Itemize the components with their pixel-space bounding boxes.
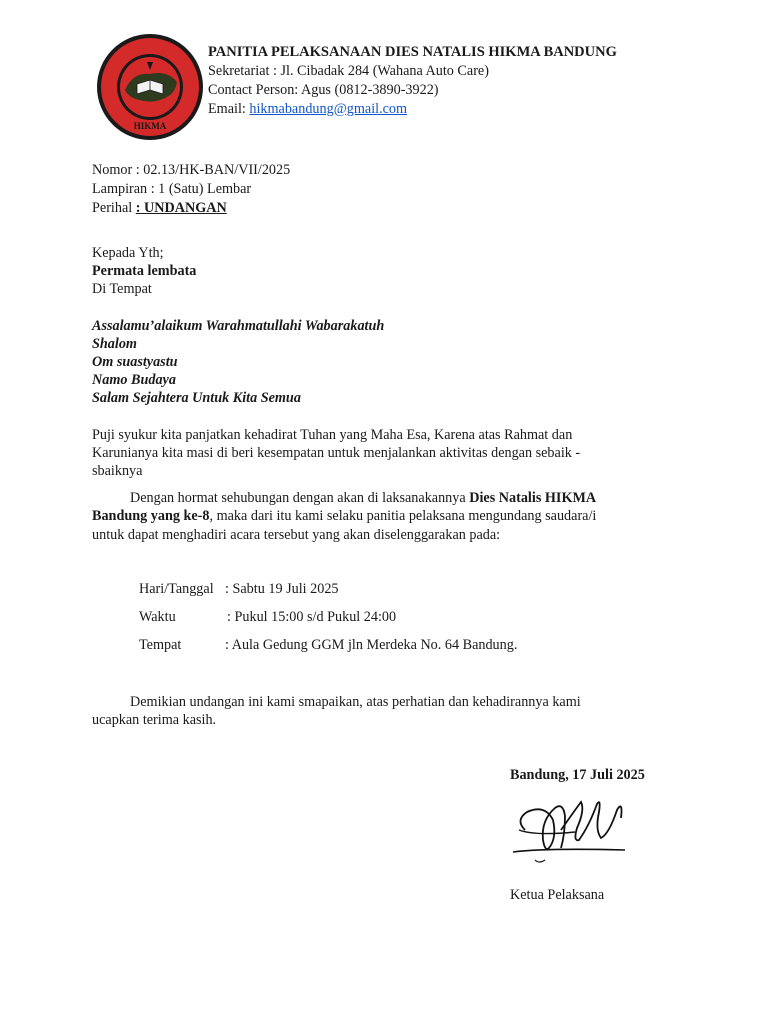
letter-attachment: Lampiran : 1 (Satu) Lembar — [92, 181, 252, 197]
recipient-place: Di Tempat — [92, 281, 152, 297]
event-name: Dies Natalis HIKMA — [469, 490, 597, 506]
greeting-line: Namo Budaya — [92, 372, 176, 388]
email-link[interactable]: hikmabandung@gmail.com — [249, 101, 408, 117]
email-label: Email: — [208, 101, 250, 117]
body-paragraph-line: Karunianya kita masi di beri kesempatan untuk menjalankan aktivitas dengan sebaik - — [92, 445, 581, 461]
event-place-label: Tempat — [139, 637, 182, 653]
greeting-line: Shalom — [92, 336, 137, 352]
letter-subject — [92, 199, 227, 217]
handwritten-signature — [505, 790, 635, 870]
letterhead-title: PANITIA PELAKSANAAN DIES NATALIS HIKMA BANDUNG — [208, 44, 617, 60]
event-place-value: : Aula Gedung GGM jln Merdeka No. 64 Bandung. — [225, 637, 518, 653]
closing-line: Demikian undangan ini kami smapaikan, atas perhatian dan kehadirannya kami — [130, 694, 581, 710]
event-time-value: : Pukul 15:00 s/d Pukul 24:00 — [227, 609, 397, 625]
greeting-line: Salam Sejahtera Untuk Kita Semua — [92, 390, 301, 406]
letterhead-secretariat: Sekretariat : Jl. Cibadak 284 (Wahana Auto Care) — [208, 63, 489, 79]
subject-value: : UNDANGAN — [135, 200, 227, 216]
body-paragraph-line: Puji syukur kita panjatkan kehadirat Tuhan yang Maha Esa, Karena atas Rahmat dan — [92, 427, 573, 443]
body-text: Dengan hormat sehubungan dengan akan di laksanakannya — [130, 490, 470, 506]
signature-place-date: Bandung, 17 Juli 2025 — [510, 767, 645, 783]
letterhead-contact: Contact Person: Agus (0812-3890-3922) — [208, 82, 439, 98]
greeting-line: Assalamu’alaikum Warahmatullahi Wabarakatuh — [92, 318, 385, 334]
event-date-value: : Sabtu 19 Juli 2025 — [225, 581, 339, 597]
recipient-name: Permata lembata — [92, 263, 197, 279]
event-name-continued: Bandung yang ke-8 — [92, 508, 210, 524]
closing-line: ucapkan terima kasih. — [92, 712, 217, 728]
body-text: , maka dari itu kami selaku panitia pelaksana mengundang saudara/i — [209, 508, 597, 524]
body-paragraph-line: untuk dapat menghadiri acara tersebut yang akan diselenggarakan pada: — [92, 527, 501, 543]
body-paragraph-line — [130, 489, 596, 507]
greeting-line: Om suastyastu — [92, 354, 178, 370]
recipient-salutation: Kepada Yth; — [92, 245, 164, 261]
event-date-label: Hari/Tanggal — [139, 581, 214, 597]
letterhead-email-line — [208, 100, 407, 118]
event-time-label: Waktu — [139, 609, 176, 625]
signature-role: Ketua Pelaksana — [510, 887, 605, 903]
letter-number: Nomor : 02.13/HK-BAN/VII/2025 — [92, 162, 291, 178]
organization-logo — [95, 32, 205, 142]
subject-label: Perihal — [92, 200, 136, 216]
logo-text-bottom: HIKMA — [133, 121, 167, 131]
body-paragraph-line — [92, 507, 596, 525]
body-paragraph-line: sbaiknya — [92, 463, 143, 479]
